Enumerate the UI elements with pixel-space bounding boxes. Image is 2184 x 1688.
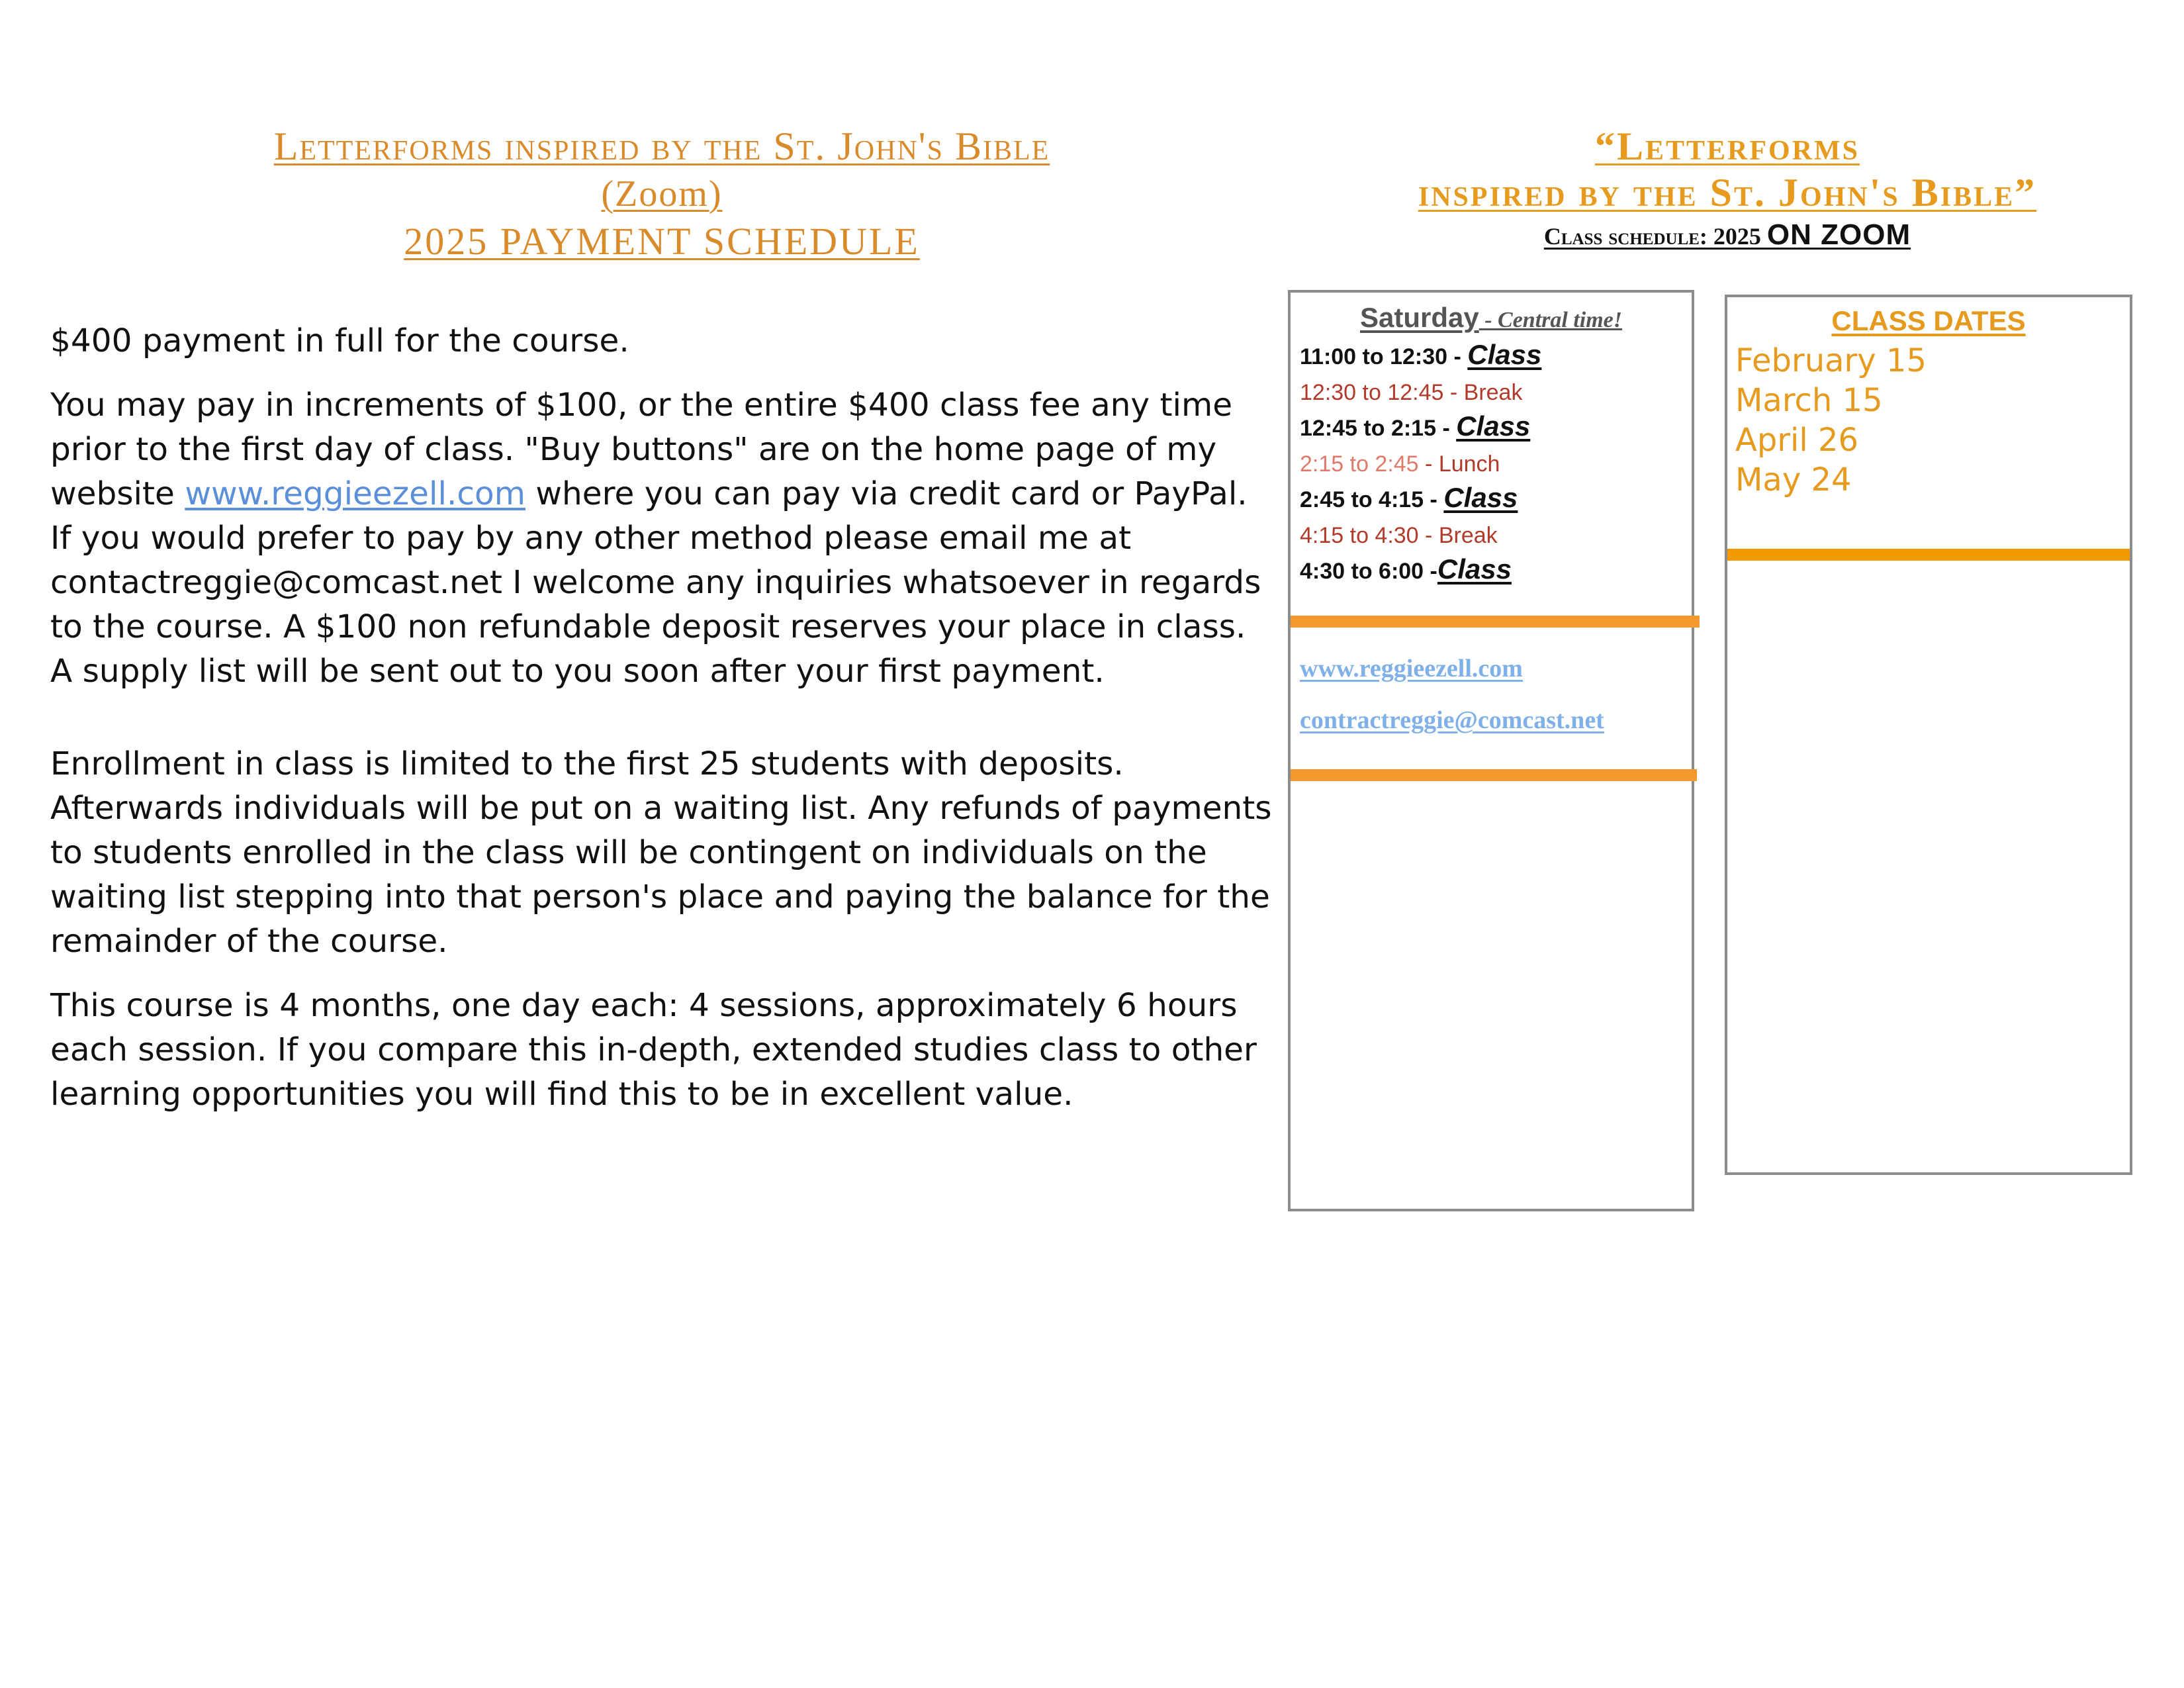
schedule-label: - Lunch [1418, 451, 1500, 477]
schedule-email-link[interactable]: contractreggie@comcast.net [1300, 706, 1604, 734]
schedule-row [1300, 482, 1518, 514]
schedule-day: Saturday [1359, 302, 1479, 333]
schedule-timezone: - Central time! [1479, 308, 1623, 332]
course-title: Letterforms inspired by the St. John's Bible [273, 124, 1050, 168]
schedule-row [1300, 553, 1512, 585]
schedule-subtitle-zoom: ON ZOOM [1766, 218, 1911, 251]
payment-details [50, 319, 1275, 1117]
enrollment-policy: Enrollment in class is limited to the first 25 students with deposits. Afterwards individuals will be put on a waiting list. Any refunds of payments to students enrolled in the class will be contingent on individuals on the waiting list stepping into that person's place and paying the balance for the remainder of the course. [50, 745, 1272, 960]
schedule-time: 2:45 to 4:15 - [1300, 487, 1444, 512]
class-date: March 15 [1735, 382, 1883, 419]
schedule-label: Class [1467, 339, 1542, 370]
daily-schedule-box [1288, 290, 1694, 1211]
schedule-time: 4:15 to 4:30 [1300, 523, 1419, 548]
divider-bar [1727, 549, 2130, 561]
zoom-label: (Zoom) [601, 173, 723, 214]
class-dates-box [1725, 295, 2132, 1175]
schedule-row [1300, 380, 1522, 406]
divider-bar [1291, 616, 1700, 628]
class-date: April 26 [1735, 422, 1859, 459]
schedule-label: - Break [1418, 523, 1498, 548]
website-link[interactable]: www.reggieezell.com [185, 475, 525, 512]
schedule-time: 2:15 to 2:45 [1300, 451, 1419, 477]
class-date: May 24 [1735, 461, 1852, 498]
class-date: February 15 [1735, 342, 1927, 379]
class-dates-list [1735, 341, 1927, 500]
payment-instructions-b: where you can pay via credit card or PayPal. If you would prefer to pay by any other method please email me at contactreggie@comcast.net I welcome any inquiries whatsoever in regards to the course. A $100 non refundable deposit reserves your place in class. A supply list will be sent out to you soon after your first payment. [50, 475, 1261, 690]
schedule-website-link[interactable]: www.reggieezell.com [1300, 655, 1523, 682]
payment-instructions [50, 383, 1275, 694]
schedule-time: 12:45 to 2:15 - [1300, 416, 1457, 441]
schedule-subtitle-a: Class schedule: 2025 [1543, 223, 1767, 250]
schedule-label: Class [1443, 482, 1518, 513]
class-dates-title: CLASS DATES [1831, 305, 2026, 336]
schedule-title-line2: inspired by the St. John's Bible” [1418, 171, 2037, 214]
payment-schedule-header [99, 122, 1224, 265]
schedule-row [1300, 451, 1500, 477]
payment-summary: $400 payment in full for the course. [50, 322, 629, 359]
payment-instructions-a: You may pay in increments of $100, or the entire $400 class fee any time prior to the first day of class. "Buy buttons" are on the home page of my website [50, 387, 1233, 512]
schedule-label: Break [1463, 380, 1523, 405]
payment-schedule-title: 2025 PAYMENT SCHEDULE [404, 220, 920, 263]
schedule-time: 11:00 to 12:30 - [1300, 344, 1468, 369]
schedule-title-line1: “Letterforms [1594, 124, 1860, 168]
schedule-row [1300, 523, 1498, 549]
class-schedule-header [1310, 123, 2144, 253]
schedule-time: 12:30 to 12:45 - [1300, 380, 1464, 405]
schedule-label: Class [1437, 553, 1512, 585]
schedule-day-heading [1291, 302, 1692, 334]
schedule-time: 4:30 to 6:00 - [1300, 559, 1437, 584]
divider-bar [1291, 769, 1697, 781]
schedule-subtitle [1310, 218, 2144, 253]
schedule-row [1300, 339, 1541, 371]
schedule-row [1300, 410, 1530, 442]
schedule-label: Class [1456, 410, 1531, 442]
course-duration: This course is 4 months, one day each: 4 sessions, approximately 6 hours each session. If you compare this in-depth, extended studies class to other learning opportunities you will find this to be in excellent value. [50, 987, 1257, 1113]
